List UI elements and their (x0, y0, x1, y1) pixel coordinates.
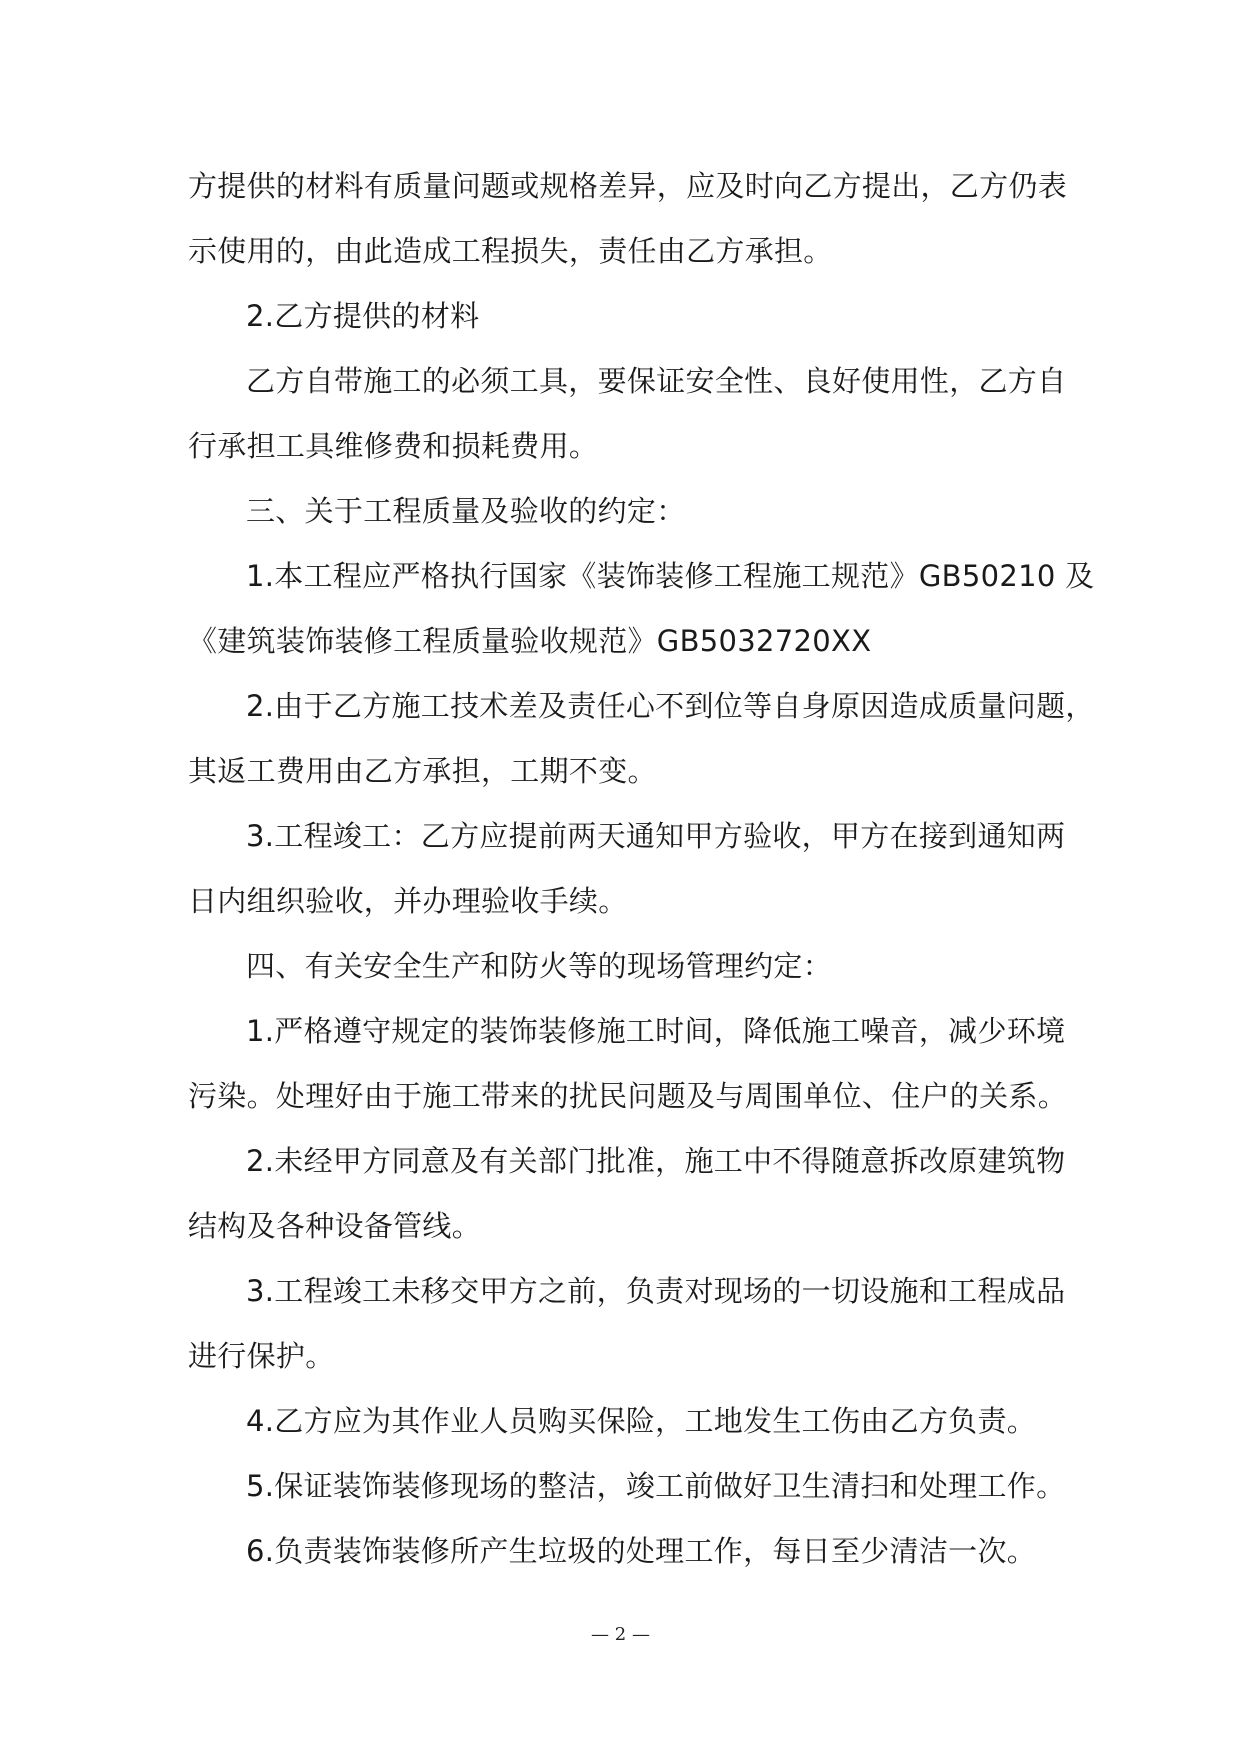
text-line: 日内组织验收，并办理验收手续。 (188, 884, 628, 918)
text-line: 1.严格遵守规定的装饰装修施工时间，降低施工噪音，减少环境 (246, 1014, 1066, 1048)
text-line: 3.工程竣工未移交甲方之前，负责对现场的一切设施和工程成品 (246, 1274, 1066, 1308)
section-heading: 三、关于工程质量及验收的约定： (246, 494, 686, 528)
text-line: 《建筑装饰装修工程质量验收规范》GB5032720XX (188, 624, 872, 658)
text-line: 行承担工具维修费和损耗费用。 (188, 429, 599, 463)
text-line: 1.本工程应严格执行国家《装饰装修工程施工规范》GB50210 及 (246, 559, 1095, 593)
text-line: 污染。处理好由于施工带来的扰民问题及与周围单位、住户的关系。 (188, 1079, 1068, 1113)
text-line: 2.未经甲方同意及有关部门批准，施工中不得随意拆改原建筑物 (246, 1144, 1066, 1178)
page-number: — 2 — (591, 1624, 650, 1645)
text-line: 4.乙方应为其作业人员购买保险，工地发生工伤由乙方负责。 (246, 1404, 1037, 1438)
text-line: 5.保证装饰装修现场的整洁，竣工前做好卫生清扫和处理工作。 (246, 1469, 1066, 1503)
text-line: 3.工程竣工：乙方应提前两天通知甲方验收，甲方在接到通知两 (246, 819, 1066, 853)
section-heading: 四、有关安全生产和防火等的现场管理约定： (246, 949, 833, 983)
text-line: 方提供的材料有质量问题或规格差异，应及时向乙方提出，乙方仍表 (188, 169, 1068, 203)
text-line: 6.负责装饰装修所产生垃圾的处理工作，每日至少清洁一次。 (246, 1534, 1037, 1568)
text-line: 进行保护。 (188, 1339, 335, 1373)
text-line: 2.由于乙方施工技术差及责任心不到位等自身原因造成质量问题， (246, 689, 1095, 723)
text-line: 结构及各种设备管线。 (188, 1209, 482, 1243)
text-line: 示使用的，由此造成工程损失，责任由乙方承担。 (188, 234, 833, 268)
text-line: 2.乙方提供的材料 (246, 299, 480, 333)
text-line: 其返工费用由乙方承担，工期不变。 (188, 754, 657, 788)
text-line: 乙方自带施工的必须工具，要保证安全性、良好使用性，乙方自 (246, 364, 1067, 398)
